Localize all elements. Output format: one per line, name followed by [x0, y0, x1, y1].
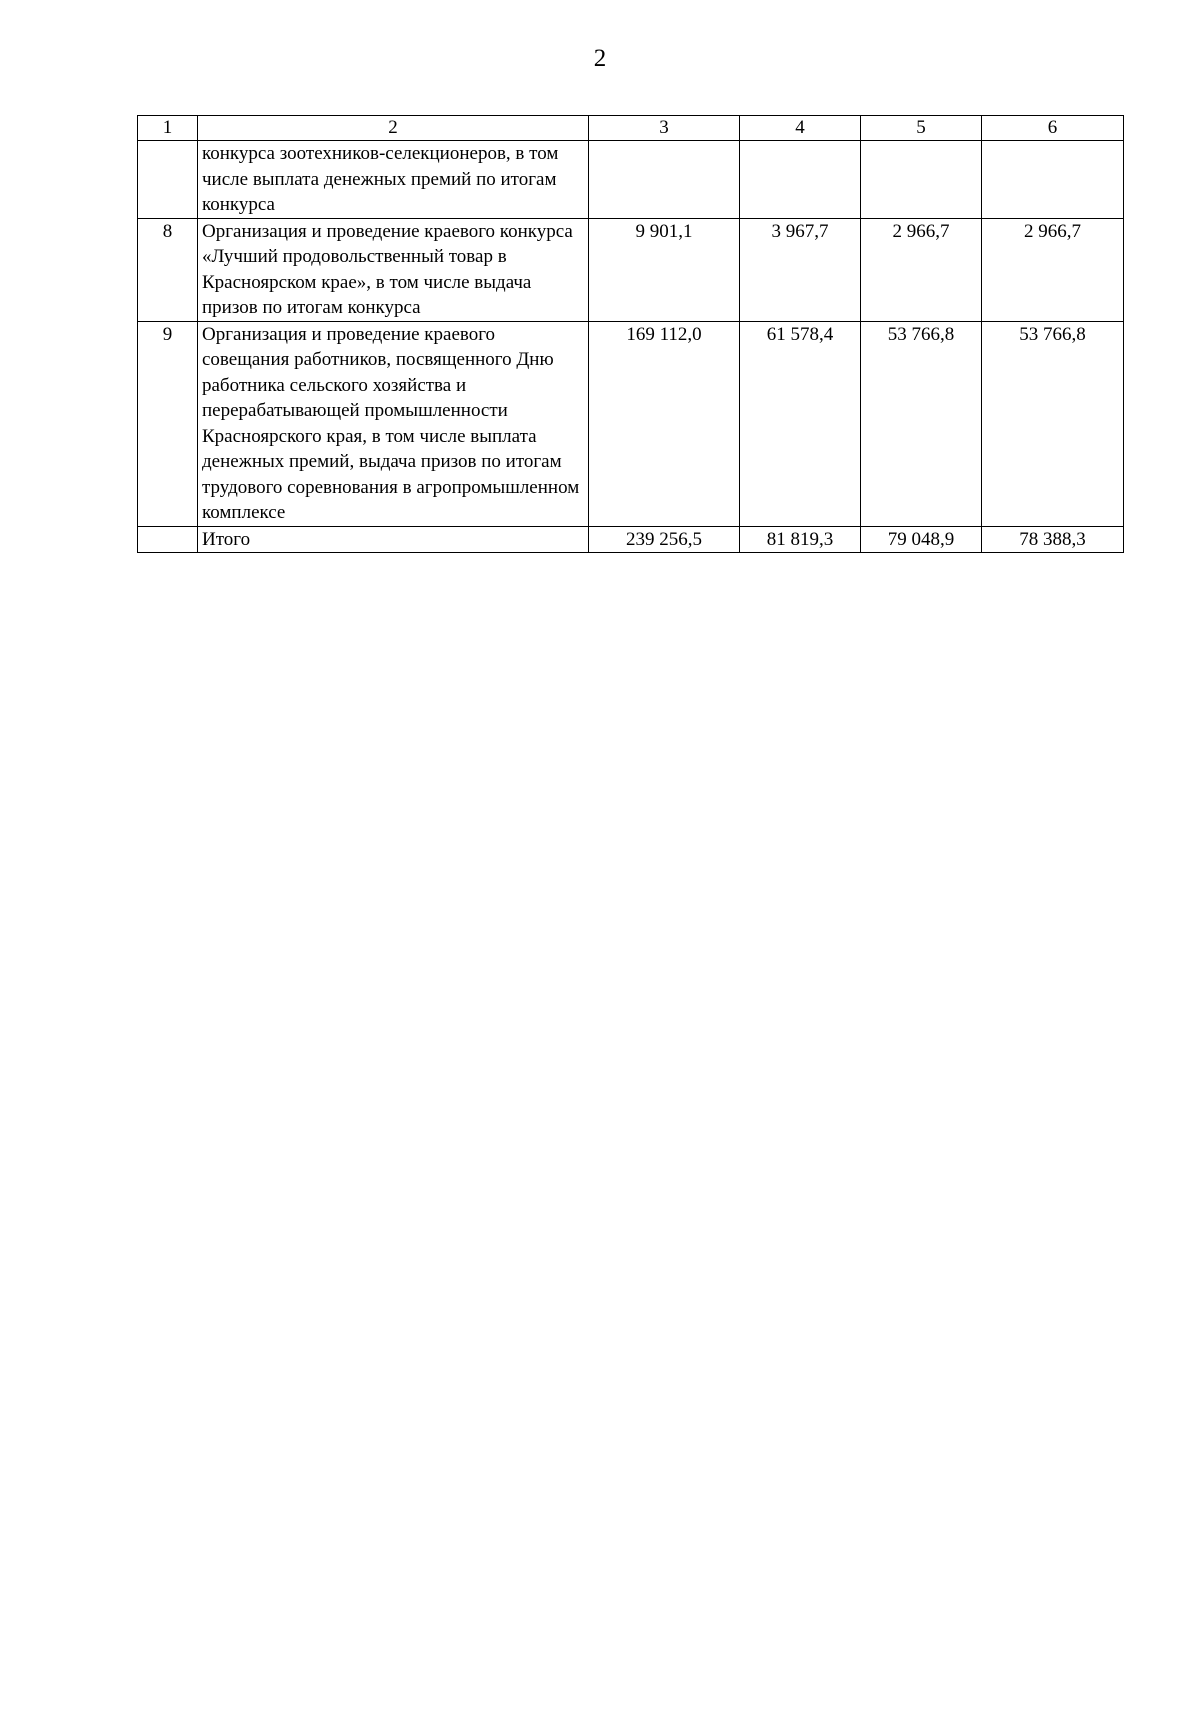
- header-cell: 1: [138, 116, 198, 141]
- row-value: 61 578,4: [740, 321, 861, 526]
- total-label: Итого: [198, 526, 589, 553]
- budget-table: [137, 115, 1124, 553]
- row-description: Организация и проведение краевого конкурса «Лучший продовольственный товар в Красноярском крае», в том числе выдача призов по итогам конкурса: [198, 218, 589, 321]
- row-number: [138, 526, 198, 553]
- total-value: 239 256,5: [589, 526, 740, 553]
- row-description: конкурса зоотехников-селекционеров, в том числе выплата денежных премий по итогам конкурса: [198, 141, 589, 219]
- header-cell: 5: [861, 116, 982, 141]
- header-cell: 4: [740, 116, 861, 141]
- row-number: 8: [138, 218, 198, 321]
- table-total-row: [138, 526, 1124, 553]
- table-row: [138, 321, 1124, 526]
- row-value: 2 966,7: [861, 218, 982, 321]
- row-value: 2 966,7: [982, 218, 1124, 321]
- row-value: 9 901,1: [589, 218, 740, 321]
- total-value: 79 048,9: [861, 526, 982, 553]
- row-description: Организация и проведение краевого совещания работников, посвященного Дню работника сельского хозяйства и перерабатывающей промышленности Красноярского края, в том числе выплата денежных премий, выдача призов по итогам трудового соревнования в агропромышленном комплексе: [198, 321, 589, 526]
- row-value: [589, 141, 740, 219]
- header-cell: 3: [589, 116, 740, 141]
- header-cell: 2: [198, 116, 589, 141]
- row-value: 53 766,8: [982, 321, 1124, 526]
- total-value: 81 819,3: [740, 526, 861, 553]
- row-value: [740, 141, 861, 219]
- row-number: 9: [138, 321, 198, 526]
- table-row: [138, 141, 1124, 219]
- table-header-row: [138, 116, 1124, 141]
- row-value: [982, 141, 1124, 219]
- page-number: 2: [593, 45, 607, 72]
- row-value: 169 112,0: [589, 321, 740, 526]
- row-number: [138, 141, 198, 219]
- row-value: 3 967,7: [740, 218, 861, 321]
- total-value: 78 388,3: [982, 526, 1124, 553]
- row-value: [861, 141, 982, 219]
- table-row: [138, 218, 1124, 321]
- header-cell: 6: [982, 116, 1124, 141]
- row-value: 53 766,8: [861, 321, 982, 526]
